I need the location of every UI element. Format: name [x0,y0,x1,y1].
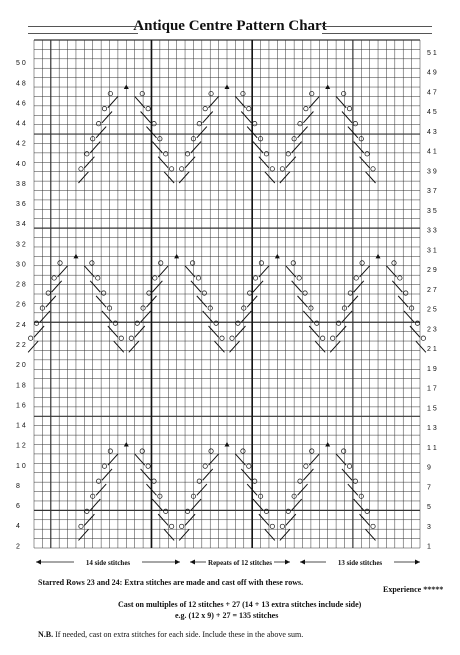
yarn-over-symbol [102,106,106,110]
row-number-right: 4 1 [427,148,437,156]
decrease-stitch-symbol [241,469,251,480]
yarn-over-symbol [28,336,32,340]
yarn-over-symbol [280,167,284,171]
row-number-left: 1 4 [16,422,26,430]
yarn-over-symbol [298,479,302,483]
yarn-over-symbol [164,152,168,156]
yarn-over-symbol [209,449,213,453]
arrowhead-icon [190,560,195,565]
yarn-over-symbol [52,276,56,280]
decrease-stitch-symbol [141,469,151,480]
yarn-over-symbol [298,122,302,126]
nb-text: If needed, cast on extra stitches for each side. Include these in the above sum. [55,630,304,639]
yarn-over-symbol [185,152,189,156]
row-number-right: 7 [427,484,431,492]
yarn-over-symbol [152,479,156,483]
yarn-over-symbol [58,261,62,265]
row-number-left: 4 [16,523,20,531]
row-number-left: 1 2 [16,442,26,450]
row-number-right: 2 5 [427,306,437,314]
yarn-over-symbol [310,449,314,453]
yarn-over-symbol [119,336,123,340]
arrowhead-icon [415,560,420,565]
row-number-left: 4 0 [16,160,26,168]
yarn-over-symbol [348,291,352,295]
yarn-over-symbol [304,106,308,110]
decrease-stitch-symbol [303,111,313,122]
yarn-over-symbol [230,336,234,340]
row-number-right: 3 5 [427,207,437,215]
yarn-over-symbol [341,449,345,453]
arrowhead-icon [36,560,41,565]
yarn-over-symbol [392,261,396,265]
decrease-stitch-symbol [354,281,364,292]
row-number-right: 4 7 [427,89,437,97]
row-number-right: 5 [427,504,431,512]
row-number-right: 1 9 [427,365,437,373]
nb-note [38,630,303,639]
row-number-right: 4 3 [427,128,437,136]
yarn-over-symbol [247,106,251,110]
yarn-over-symbol [347,106,351,110]
left-stitch-range-label: 14 side stitches [85,559,131,567]
yarn-over-symbol [264,152,268,156]
row-number-right: 1 5 [427,405,437,413]
row-number-left: 3 6 [16,201,26,209]
yarn-over-symbol [196,276,200,280]
middle-stitch-range-label: Repeats of 12 stitches [208,559,272,567]
row-number-left: 1 6 [16,402,26,410]
row-number-left: 3 4 [16,221,26,229]
yarn-over-symbol [101,291,105,295]
cast-on-note: Cast on multiples of 12 stitches + 27 (14 + 13 extra stitches include side) [118,600,362,609]
row-number-left: 2 2 [16,342,26,350]
yarn-over-symbol [147,291,151,295]
decrease-stitch-symbol [152,281,162,292]
yarn-over-symbol [241,449,245,453]
yarn-over-symbol [291,261,295,265]
row-number-right: 3 9 [427,168,437,176]
decrease-stitch-symbol [253,281,263,292]
yarn-over-symbol [421,336,425,340]
row-number-right: 1 1 [427,444,437,452]
decrease-stitch-symbol [52,281,62,292]
row-number-left: 4 2 [16,140,26,148]
row-number-left: 2 4 [16,321,26,329]
yarn-over-symbol [247,464,251,468]
decrease-stitch-symbol [292,281,302,292]
starred-rows-note: Starred Rows 23 and 24: Extra stitches are made and cast off with these rows. [38,578,304,587]
row-number-left: 2 6 [16,301,26,309]
decrease-stitch-symbol [342,111,352,122]
yarn-over-symbol [146,106,150,110]
yarn-over-symbol [146,464,150,468]
nb-label: N.B. [38,630,54,639]
yarn-over-symbol [347,464,351,468]
yarn-over-symbol [108,449,112,453]
yarn-over-symbol [241,91,245,95]
yarn-over-symbol [371,167,375,171]
arrowhead-icon [285,560,290,565]
row-number-left: 1 8 [16,382,26,390]
yarn-over-symbol [252,479,256,483]
row-number-left: 4 6 [16,100,26,108]
yarn-over-symbol [354,276,358,280]
yarn-over-symbol [371,524,375,528]
row-number-right: 5 1 [427,49,437,57]
yarn-over-symbol [159,261,163,265]
yarn-over-symbol [353,122,357,126]
row-number-right: 9 [427,464,431,472]
row-number-right: 1 7 [427,385,437,393]
experience-rating: Experience ***** [383,585,444,594]
arrowhead-icon [300,560,305,565]
yarn-over-symbol [140,91,144,95]
row-number-left: 3 2 [16,241,26,249]
decrease-stitch-symbol [241,111,251,122]
row-number-left: 3 8 [16,180,26,188]
yarn-over-symbol [46,291,50,295]
yarn-over-symbol [280,524,284,528]
decrease-stitch-symbol [191,281,201,292]
cast-on-example: e.g. (12 x 9) + 27 = 135 stitches [175,611,279,620]
row-number-right: 3 1 [427,247,437,255]
decrease-stitch-symbol [203,111,213,122]
row-number-right: 2 1 [427,346,437,354]
decrease-stitch-symbol [303,469,313,480]
row-number-right: 2 3 [427,326,437,334]
yarn-over-symbol [365,152,369,156]
yarn-over-symbol [140,449,144,453]
yarn-over-symbol [247,291,251,295]
yarn-over-symbol [85,152,89,156]
yarn-over-symbol [96,276,100,280]
yarn-over-symbol [209,91,213,95]
yarn-over-symbol [320,336,324,340]
yarn-over-symbol [286,152,290,156]
row-number-right: 4 5 [427,109,437,117]
yarn-over-symbol [404,291,408,295]
row-number-left: 8 [16,482,20,490]
yarn-over-symbol [169,167,173,171]
decrease-stitch-symbol [342,469,352,480]
row-number-right: 4 9 [427,69,437,77]
decrease-stitch-symbol [90,281,100,292]
decrease-stitch-symbol [392,281,402,292]
yarn-over-symbol [179,524,183,528]
yarn-over-symbol [398,276,402,280]
row-number-right: 2 9 [427,267,437,275]
yarn-over-symbol [152,122,156,126]
yarn-over-symbol [303,291,307,295]
yarn-over-symbol [297,276,301,280]
row-number-left: 4 4 [16,120,26,128]
yarn-over-symbol [96,479,100,483]
yarn-over-symbol [341,91,345,95]
row-number-left: 2 8 [16,281,26,289]
yarn-over-symbol [304,464,308,468]
row-number-left: 6 [16,503,20,511]
yarn-over-symbol [79,167,83,171]
yarn-over-symbol [96,122,100,126]
yarn-over-symbol [190,261,194,265]
yarn-over-symbol [253,276,257,280]
yarn-over-symbol [202,291,206,295]
yarn-over-symbol [169,524,173,528]
page-title: Antique Centre Pattern Chart [133,18,327,34]
yarn-over-symbol [270,524,274,528]
yarn-over-symbol [197,122,201,126]
row-number-right: 2 7 [427,286,437,294]
right-stitch-range-label: 13 side stitches [337,559,383,567]
row-number-left: 4 8 [16,80,26,88]
row-number-left: 2 [16,543,20,551]
yarn-over-symbol [259,261,263,265]
row-number-right: 3 3 [427,227,437,235]
decrease-stitch-symbol [203,469,213,480]
yarn-over-symbol [331,336,335,340]
yarn-over-symbol [197,479,201,483]
decrease-stitch-symbol [141,111,151,122]
yarn-over-symbol [310,91,314,95]
yarn-over-symbol [252,122,256,126]
row-number-right: 1 [427,543,431,551]
yarn-over-symbol [270,167,274,171]
row-number-left: 2 0 [16,362,26,370]
yarn-over-symbol [108,91,112,95]
yarn-over-symbol [203,106,207,110]
yarn-over-symbol [153,276,157,280]
yarn-over-symbol [90,261,94,265]
yarn-over-symbol [129,336,133,340]
decrease-stitch-symbol [102,111,112,122]
arrowhead-icon [175,560,180,565]
decrease-stitch-symbol [102,469,112,480]
yarn-over-symbol [179,167,183,171]
yarn-over-symbol [353,479,357,483]
row-number-right: 3 7 [427,188,437,196]
yarn-over-symbol [102,464,106,468]
yarn-over-symbol [360,261,364,265]
yarn-over-symbol [203,464,207,468]
row-number-left: 3 0 [16,261,26,269]
yarn-over-symbol [79,524,83,528]
yarn-over-symbol [220,336,224,340]
row-number-left: 5 0 [16,60,26,68]
row-number-right: 3 [427,523,431,531]
row-number-right: 1 3 [427,425,437,433]
row-number-left: 1 0 [16,462,26,470]
